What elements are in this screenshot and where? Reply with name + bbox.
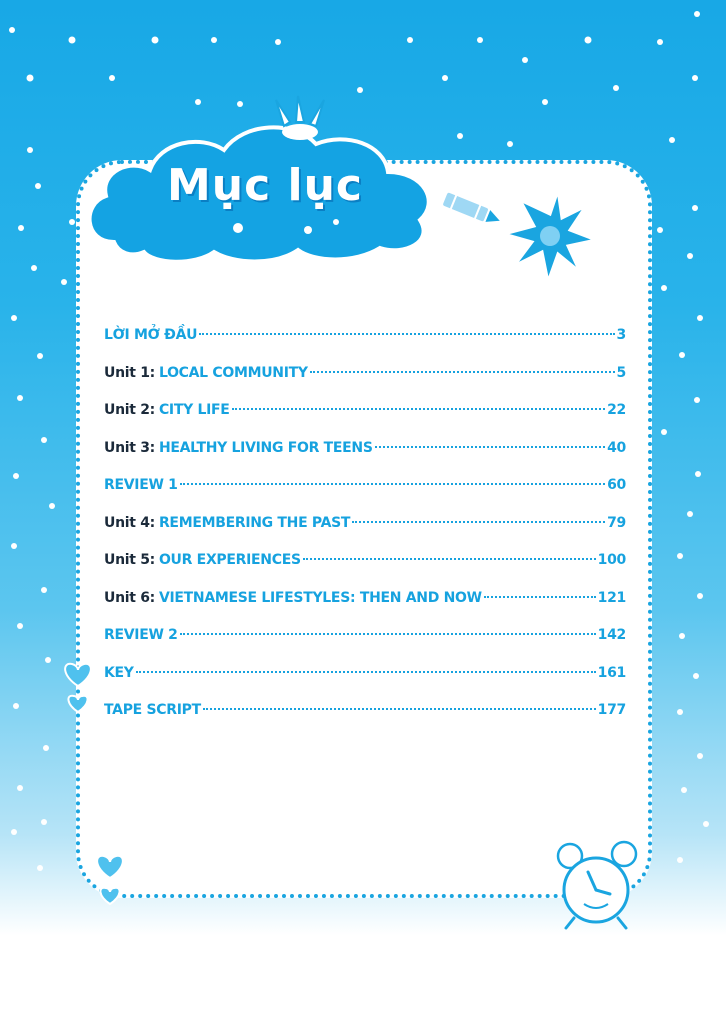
entry-title[interactable]: LOCAL COMMUNITY: [158, 364, 308, 381]
page-number: 121: [597, 589, 626, 606]
page-number: 60: [607, 477, 626, 493]
entry-title[interactable]: REMEMBERING THE PAST: [158, 514, 351, 531]
unit-label: Unit 5:: [104, 552, 155, 568]
toc-entry[interactable]: [104, 590, 626, 628]
toc-entry[interactable]: [104, 552, 626, 590]
unit-label: Unit 3:: [104, 439, 155, 456]
dotted-leader: [484, 596, 596, 598]
unit-label: Unit 6:: [104, 589, 155, 606]
entry-title[interactable]: TAPE SCRIPT: [104, 702, 201, 718]
toc-entry[interactable]: [104, 477, 626, 515]
page-number: 100: [597, 552, 626, 568]
dotted-leader: [136, 671, 596, 673]
toc-entry[interactable]: [104, 515, 626, 553]
splash-icon: [262, 92, 342, 142]
dotted-leader: [352, 521, 605, 523]
splash-icon: [500, 184, 600, 294]
dotted-leader: [310, 371, 615, 373]
dotted-leader: [203, 708, 596, 710]
toc-entry[interactable]: [104, 627, 626, 665]
page-number: 40: [607, 439, 626, 456]
entry-title[interactable]: HEALTHY LIVING FOR TEENS: [158, 439, 373, 456]
entry-title[interactable]: KEY: [104, 664, 134, 681]
dotted-leader: [199, 333, 614, 335]
dotted-leader: [375, 446, 606, 448]
dotted-leader: [232, 408, 606, 410]
entry-title[interactable]: REVIEW 1: [104, 477, 178, 493]
entry-title[interactable]: REVIEW 2: [104, 627, 178, 643]
page-number: 3: [616, 327, 626, 343]
table-of-contents: [104, 327, 626, 740]
page-number: 177: [597, 702, 626, 718]
entry-title[interactable]: CITY LIFE: [158, 402, 230, 418]
heart-icon: [58, 660, 98, 720]
dotted-leader: [180, 633, 596, 635]
crayon-icon: [438, 190, 508, 230]
alarm-clock-icon: [548, 836, 644, 932]
page-number: 22: [607, 402, 626, 418]
page-number: 5: [616, 364, 626, 381]
unit-label: Unit 1:: [104, 364, 155, 381]
toc-entry[interactable]: [104, 402, 626, 440]
heart-icon: [90, 852, 130, 912]
page-number: 79: [607, 514, 626, 531]
entry-title[interactable]: OUR EXPERIENCES: [158, 552, 301, 568]
dotted-leader: [303, 558, 596, 560]
toc-entry[interactable]: [104, 327, 626, 365]
page-number: 142: [597, 627, 626, 643]
toc-entry[interactable]: [104, 365, 626, 403]
toc-entry[interactable]: [104, 702, 626, 740]
entry-title[interactable]: LỜI MỞ ĐẦU: [104, 327, 198, 343]
entry-title[interactable]: VIETNAMESE LIFESTYLES: THEN AND NOW: [158, 589, 482, 606]
page-title: Mục lục: [167, 160, 363, 211]
toc-entry[interactable]: [104, 440, 626, 478]
page-number: 161: [597, 664, 626, 681]
dotted-leader: [180, 483, 606, 485]
unit-label: Unit 4:: [104, 514, 155, 531]
toc-entry[interactable]: [104, 665, 626, 703]
unit-label: Unit 2:: [104, 402, 155, 418]
